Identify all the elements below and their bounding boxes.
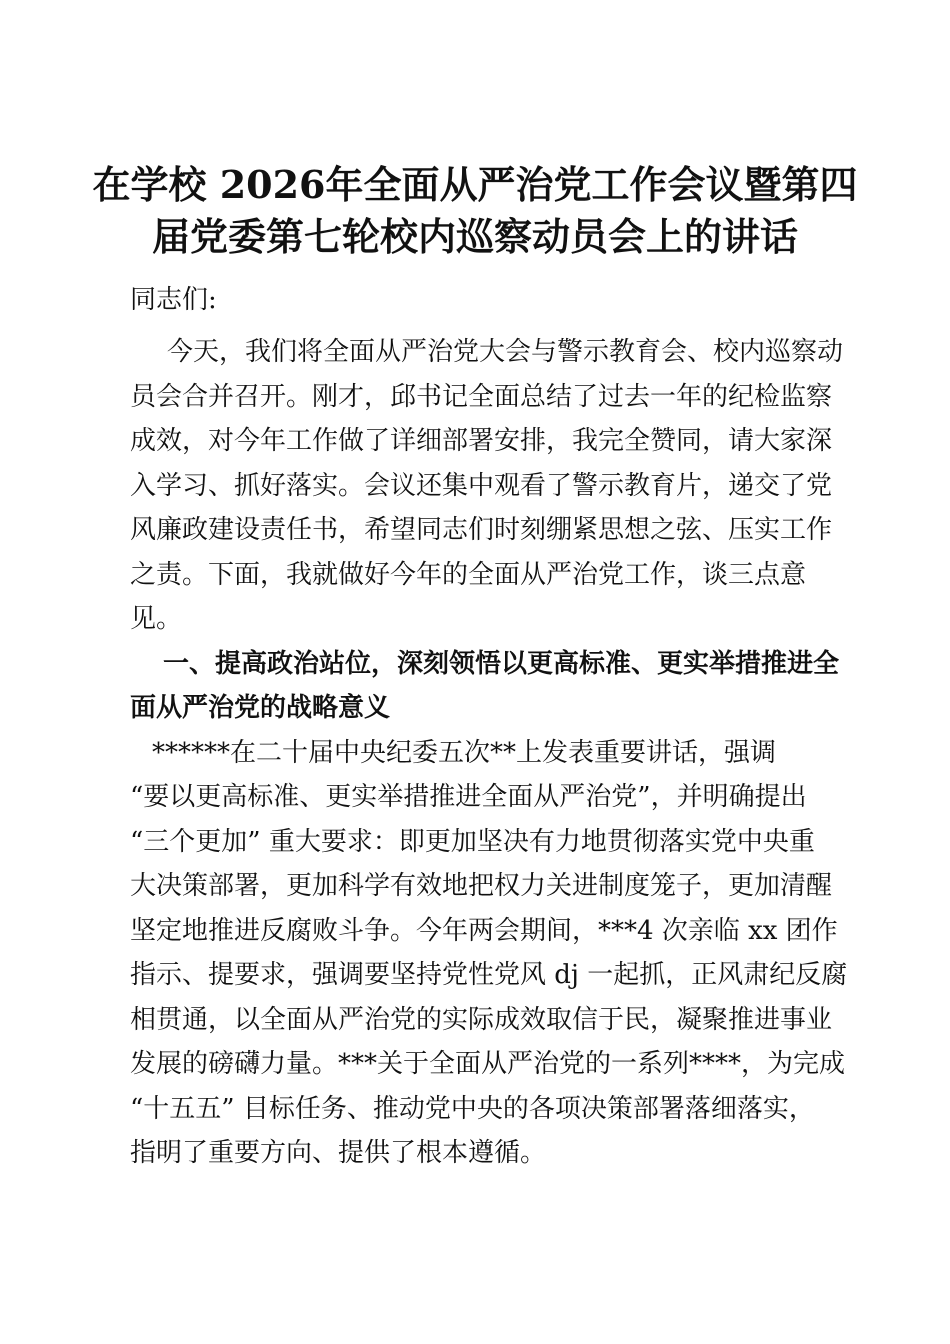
- text-line: 成效，对今年工作做了详细部署安排，我完全赞同，请大家深: [130, 426, 833, 456]
- text-line: “要以更高标准、更实举措推进全面从严治党”，并明确提出: [130, 782, 807, 812]
- text-line: 员会合并召开。刚才，邱书记全面总结了过去一年的纪检监察: [130, 381, 833, 412]
- greeting: 同志们:: [130, 285, 217, 315]
- paragraph-1: [130, 330, 844, 642]
- text-line: ******在二十届中央纪委五次**上发表重要讲话，强调: [152, 737, 777, 768]
- text-line: 指明了重要方向、提供了根本遵循。: [130, 1138, 547, 1168]
- text-line: 相贯通，以全面从严治党的实际成效取信于民，凝聚推进事业: [130, 1004, 833, 1035]
- text-line: 坚定地推进反腐败斗争。今年两会期间，***4 次亲临 xx 团作: [130, 915, 838, 946]
- text-line: “十五五” 目标任务、推动党中央的各项决策部署落细落实，: [130, 1093, 815, 1124]
- paragraph-2: [130, 731, 848, 1176]
- document-body: [130, 330, 848, 1176]
- heading-line: 一、提高政治站位，深刻领悟以更高标准、更实举措推进全: [163, 648, 840, 679]
- text-line: 指示、提要求，强调要坚持党性党风 dj 一起抓，正风肃纪反腐: [130, 960, 848, 990]
- text-line: 入学习、抓好落实。会议还集中观看了警示教育片，递交了党: [130, 470, 833, 501]
- text-line: 之责。下面，我就做好今年的全面从严治党工作，谈三点意: [130, 559, 807, 590]
- title-line: 届党委第七轮校内巡察动员会上的讲话: [151, 214, 798, 259]
- document-title: [0, 159, 950, 263]
- heading-line: 面从严治党的战略意义: [130, 693, 391, 723]
- text-line: 今天，我们将全面从严治党大会与警示教育会、校内巡察动: [167, 337, 844, 367]
- text-line: 大决策部署，更加科学有效地把权力关进制度笼子，更加清醒: [130, 871, 833, 901]
- section-heading-1: [130, 642, 840, 731]
- text-line: “三个更加” 重大要求：即更加坚决有力地贯彻落实党中央重: [130, 826, 815, 857]
- text-line: 见。: [130, 604, 183, 634]
- text-line: 发展的磅礴力量。***关于全面从严治党的一系列****，为完成: [130, 1049, 846, 1079]
- text-line: 风廉政建设责任书，希望同志们时刻绷紧思想之弦、压实工作: [130, 515, 833, 545]
- title-line: 在学校 2026年全面从严治党工作会议暨第四: [92, 162, 858, 207]
